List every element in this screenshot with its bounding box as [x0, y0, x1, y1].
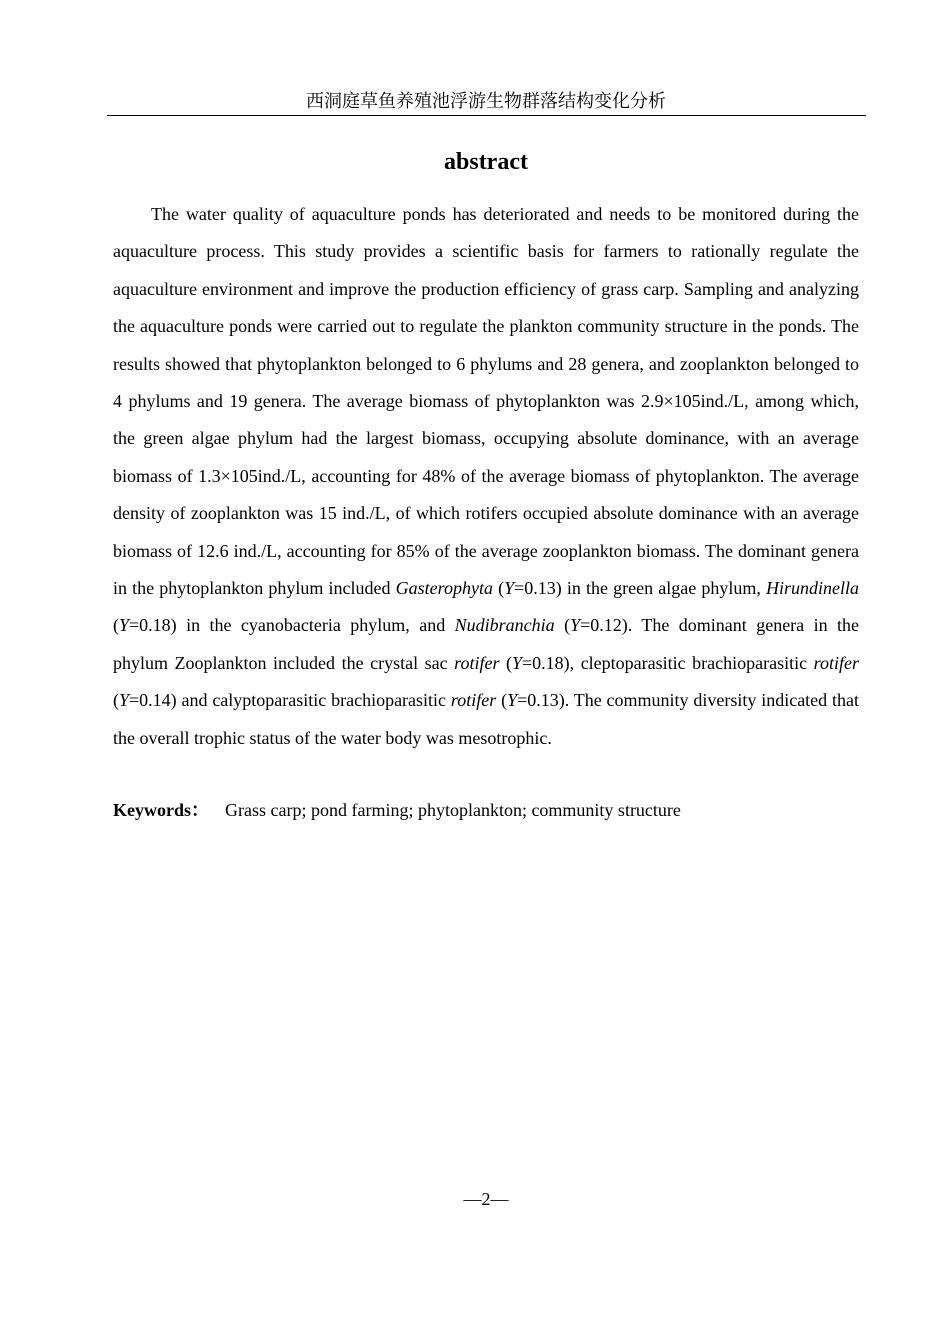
abstract-text: =0.18) in the cyanobacteria phylum, and	[129, 615, 455, 636]
dominance-symbol: Y	[512, 652, 523, 673]
page-number: —2—	[463, 1189, 509, 1209]
keywords-label: Keywords	[113, 800, 191, 820]
dominance-symbol: Y	[504, 578, 515, 599]
abstract-text: (	[113, 690, 119, 711]
abstract-text: =0.13) in the green algae phylum,	[514, 578, 767, 599]
abstract-text: (	[554, 615, 571, 636]
abstract-text: (	[499, 652, 512, 673]
dominance-symbol: Y	[119, 690, 130, 711]
abstract-title: abstract	[444, 149, 528, 175]
keywords-text: Grass carp; pond farming; phytoplankton; community structure	[225, 800, 681, 820]
genus-name: rotifer	[450, 690, 497, 711]
keywords-line	[113, 797, 859, 823]
abstract-text: =0.18), cleptoparasitic brachioparasitic	[522, 652, 814, 673]
abstract-text: The water quality of aquaculture ponds has deteriorated and needs to be monitored during the aquaculture process. This study provides a scientific basis for farmers to rationally regulate the aquaculture environment and improve the production efficiency of grass carp. Sampling and analyzing the aquaculture ponds were carried out to regulate the plankton community structure in the ponds. The results showed that phytoplankton belonged to 6 phylums and 28 genera, and zooplankton belonged to 4 phylums and 19 genera. The average biomass of phytoplankton was 2.9×105ind./L, among which, the green algae phylum had the largest biomass, occupying absolute dominance, with an average biomass of 1.3×105ind./L, accounting for 48% of the average biomass of phytoplankton. The average density of zooplankton was 15 ind./L, of which rotifers occupied absolute dominance with an average biomass of 12.6 ind./L, accounting for 85% of the average zooplankton biomass. The dominant genera in the phytoplankton phylum included	[113, 204, 859, 599]
abstract-text: (	[113, 615, 119, 636]
dominance-symbol: Y	[507, 690, 518, 711]
keywords-separator: ：	[191, 800, 209, 820]
genus-name: rotifer	[454, 652, 500, 673]
running-header: 西洞庭草鱼养殖池浮游生物群落结构变化分析	[306, 91, 666, 112]
header-rule	[107, 115, 866, 116]
genus-name: rotifer	[813, 652, 859, 673]
genus-name: Nudibranchia	[454, 615, 555, 636]
abstract-text: (	[496, 690, 508, 711]
abstract-text: (	[492, 578, 505, 599]
genus-name: Hirundinella	[766, 578, 860, 599]
dominance-symbol: Y	[119, 615, 130, 636]
genus-name: Gasterophyta	[395, 578, 493, 599]
abstract-text: =0.14) and calyptoparasitic brachioparasitic	[129, 690, 451, 711]
abstract-paragraph	[113, 196, 859, 757]
abstract-text: =0.12). The dominant genera in the phylum Zooplankton included the crystal sac	[113, 615, 860, 673]
abstract-text: =0.13). The community diversity indicated that the overall trophic status of the water body was mesotrophic.	[113, 690, 859, 748]
dominance-symbol: Y	[570, 615, 581, 636]
